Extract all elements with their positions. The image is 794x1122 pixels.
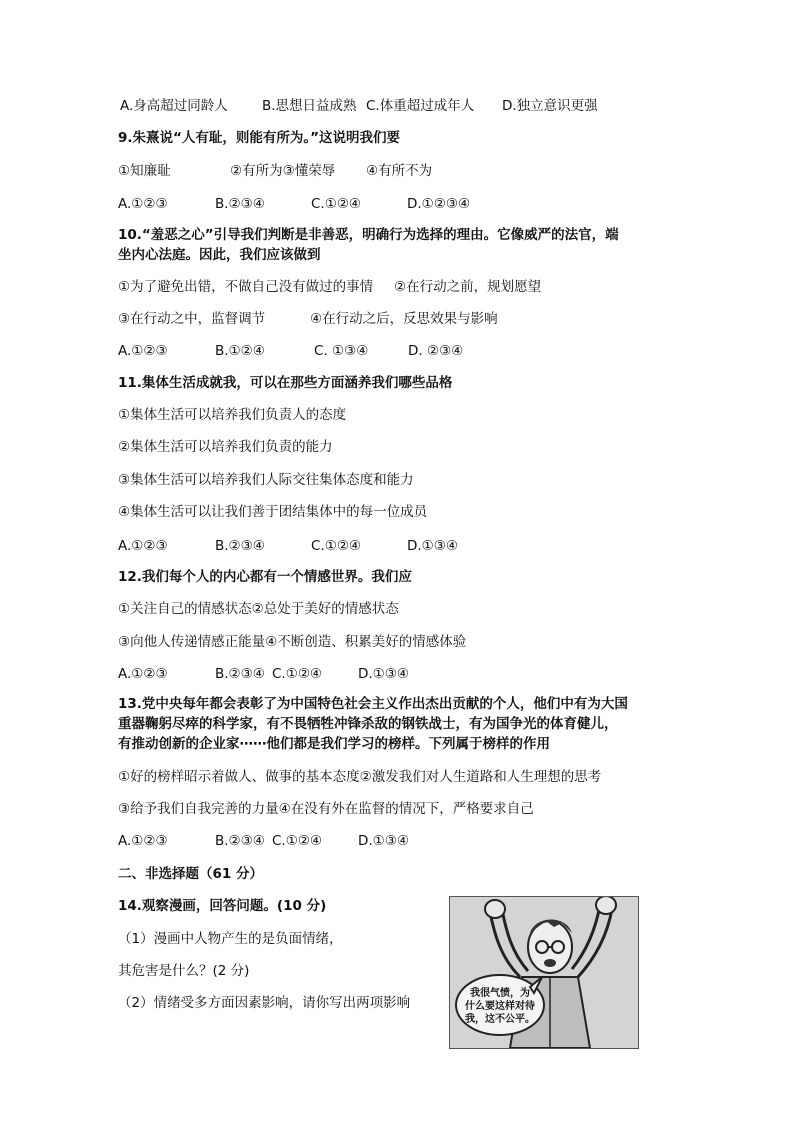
q11-item-2: ②集体生活可以培养我们负责的能力 <box>118 439 333 455</box>
q10-item-3: ③在行动之中，监督调节 <box>118 311 266 327</box>
q13-option-a: A.①②③ <box>118 833 168 849</box>
section-heading: 二、非选择题（61 分） <box>118 866 263 882</box>
q9-option-a: A.①②③ <box>118 196 168 212</box>
q9-items <box>118 161 432 181</box>
q10-item-2: ②在行动之前，规划愿望 <box>394 279 542 295</box>
q11-option-a: A.①②③ <box>118 538 168 554</box>
q13-items-row2: ③给予我们自我完善的力量④在没有外在监督的情况下，严格要求自己 <box>118 801 534 817</box>
q9-options <box>118 194 470 214</box>
q10-stem-line2: 坐内心法庭。因此，我们应该做到 <box>118 247 321 263</box>
q14-sub2: （2）情绪受多方面因素影响，请你写出两项影响 <box>118 995 411 1011</box>
q8-options <box>120 96 598 116</box>
q14-sub1-line1: （1）漫画中人物产生的是负面情绪， <box>118 931 343 947</box>
q8-option-b: B.思想日益成熟 <box>262 98 357 114</box>
q12-stem: 12.我们每个人的内心都有一个情感世界。我们应 <box>118 569 412 585</box>
q13-option-b: B.②③④ <box>215 833 265 849</box>
bubble-line-1: 我很气愤，为 <box>470 988 530 999</box>
q8-option-a: A.身高超过同龄人 <box>120 98 228 114</box>
q11-item-1: ①集体生活可以培养我们负责人的态度 <box>118 407 347 423</box>
bubble-line-3: 我，这不公平。 <box>465 1014 535 1025</box>
q10-option-d: D. ②③④ <box>408 343 464 359</box>
q10-option-a: A.①②③ <box>118 343 168 359</box>
q11-stem: 11.集体生活成就我，可以在那些方面涵养我们哪些品格 <box>118 375 453 391</box>
q13-stem-line3: 有推动创新的企业家⋯⋯他们都是我们学习的榜样。下列属于榜样的作用 <box>118 736 550 752</box>
q13-stem-line2: 重器鞠躬尽瘁的科学家，有不畏牺牲冲锋杀敌的钢铁战士，有为国争光的体育健儿， <box>118 716 618 732</box>
angry-man-illustration <box>450 897 638 1048</box>
q11-option-b: B.②③④ <box>215 538 265 554</box>
q12-items-row1: ①关注自己的情感状态②总处于美好的情感状态 <box>118 601 399 617</box>
q11-item-3: ③集体生活可以培养我们人际交往集体态度和能力 <box>118 472 414 488</box>
q13-items-row1: ①好的榜样昭示着做人、做事的基本态度②激发我们对人生道路和人生理想的思考 <box>118 769 602 785</box>
q9-item-1: ①知廉耻 <box>118 163 171 179</box>
q10-items-row1 <box>118 277 541 297</box>
q10-options <box>118 341 463 361</box>
q8-option-c: C.体重超过成年人 <box>366 98 475 114</box>
q14-sub1-line2: 其危害是什么？(2 分) <box>118 963 250 979</box>
q9-option-d: D.①②③④ <box>407 196 471 212</box>
q13-option-d: D.①③④ <box>358 833 409 849</box>
q9-stem: 9.朱熹说“人有耻，则能有所为。”这说明我们要 <box>118 130 401 146</box>
q12-items-row2: ③向他人传递情感正能量④不断创造、积累美好的情感体验 <box>118 634 467 650</box>
q13-option-c: C.①②④ <box>272 833 323 849</box>
q12-option-a: A.①②③ <box>118 666 168 682</box>
q10-option-c: C. ①③④ <box>314 343 369 359</box>
q9-item-2: ②有所为③懂荣辱 <box>230 163 336 179</box>
q12-option-d: D.①③④ <box>358 666 409 682</box>
q10-items-row2 <box>118 309 498 329</box>
q10-option-b: B.①②④ <box>215 343 265 359</box>
q10-item-1: ①为了避免出错，不做自己没有做过的事情 <box>118 279 374 295</box>
cartoon-image <box>449 896 639 1049</box>
q13-options <box>118 831 409 851</box>
q8-option-d: D.独立意识更强 <box>502 98 598 114</box>
q11-option-c: C.①②④ <box>311 538 362 554</box>
q13-stem-line1: 13.党中央每年都会表彰了为中国特色社会主义作出杰出贡献的个人，他们中有为大国 <box>118 696 628 712</box>
q14-stem: 14.观察漫画，回答问题。(10 分) <box>118 898 327 914</box>
q12-option-b: B.②③④ <box>215 666 265 682</box>
q11-item-4: ④集体生活可以让我们善于团结集体中的每一位成员 <box>118 504 428 520</box>
q9-item-3: ④有所不为 <box>366 163 433 179</box>
q11-options <box>118 536 458 556</box>
q12-option-c: C.①②④ <box>272 666 323 682</box>
bubble-line-2: 什么要这样对待 <box>465 1001 535 1012</box>
q9-option-c: C.①②④ <box>311 196 362 212</box>
q11-option-d: D.①③④ <box>407 538 458 554</box>
q10-stem-line1: 10.“羞恶之心”引导我们判断是非善恶，明确行为选择的理由。它像威严的法官，端 <box>118 227 619 243</box>
q12-options <box>118 664 409 684</box>
q9-option-b: B.②③④ <box>215 196 265 212</box>
q10-item-4: ④在行动之后，反思效果与影响 <box>310 311 498 327</box>
